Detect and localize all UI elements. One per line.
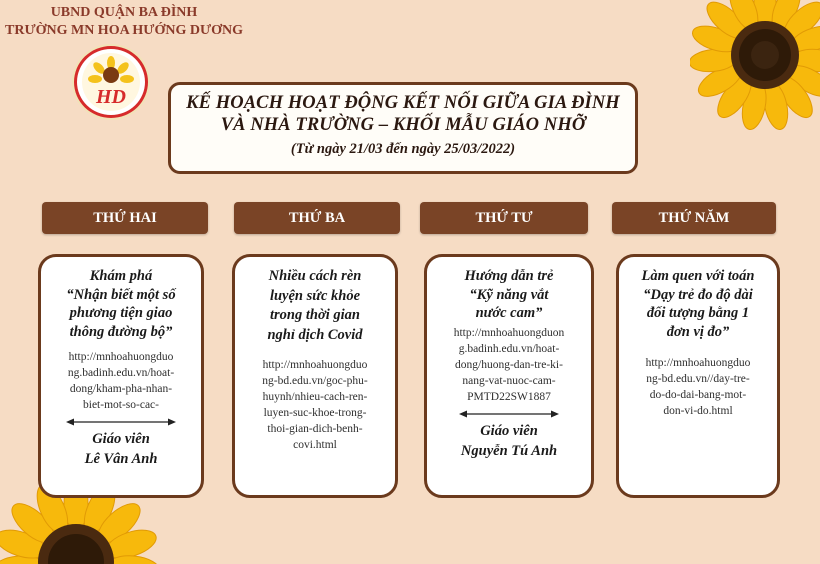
tab-thu-ba: THỨ BA	[234, 202, 400, 234]
school-logo	[74, 46, 148, 118]
double-arrow-icon	[66, 417, 176, 427]
activity-title: Làm quen với toán “Dạy trẻ đo độ dài đối tượng bằng 1 đơn vị đo”	[641, 268, 755, 340]
activity-title: Nhiều cách rèn luyện sức khỏe trong thời gian nghỉ dịch Covid	[267, 268, 363, 343]
org-line-2: TRƯỜNG MN HOA HƯỚNG DƯƠNG	[5, 23, 243, 38]
activity-title: Khám phá “Nhận biết một số phương tiện giao thông đường bộ”	[66, 268, 176, 340]
title-date-range: (Từ ngày 21/03 đến ngày 25/03/2022)	[290, 141, 516, 157]
title-line-1: KẾ HOẠCH HOẠT ĐỘNG KẾT NỐI GIỮA GIA ĐÌNH	[186, 93, 620, 113]
tab-thu-tu: THỨ TƯ	[420, 202, 588, 234]
tab-thu-nam: THỨ NĂM	[612, 202, 776, 234]
double-arrow-icon	[459, 409, 559, 419]
activity-link[interactable]: http://mnhoahuongduo ng-bd.edu.vn/goc-phu- huynh/nhieu-cach-ren- luyen-suc-khoe-trong- thoi-gian-dich-benh- covi.html	[262, 359, 368, 451]
activity-link[interactable]: http://mnhoahuongduo ng-bd.edu.vn//day-tre- do-do-dai-bang-mot- don-vi-do.html	[645, 357, 751, 417]
activity-link[interactable]: http://mnhoahuongduon g.badinh.edu.vn/hoat- dong/huong-dan-tre-ki- nang-vat-nuoc-cam- PMTD22SW1887	[453, 326, 565, 403]
school-header	[0, 4, 248, 40]
activity-title: Hướng dẫn trẻ “Kỹ năng vắt nước cam”	[464, 268, 554, 321]
sunflower-logo-icon	[78, 51, 144, 113]
activity-card-thu-tu	[424, 254, 594, 498]
svg-text:HD: HD	[96, 86, 126, 108]
sunflower-top-icon	[690, 0, 820, 130]
teacher-name: Giáo viên Lê Vân Anh	[84, 431, 158, 467]
org-line-1: UBND QUẬN BA ĐÌNH	[50, 5, 198, 20]
activity-card-thu-ba	[232, 254, 398, 498]
teacher-name: Giáo viên Nguyễn Tú Anh	[460, 422, 558, 459]
plan-title-box	[168, 82, 638, 174]
tab-thu-hai: THỨ HAI	[42, 202, 208, 234]
activity-link[interactable]: http://mnhoahuongduo ng.badinh.edu.vn/hoat- dong/kham-pha-nhan- biet-mot-so-cac-	[67, 351, 175, 411]
activity-card-thu-nam	[616, 254, 780, 498]
title-line-2: VÀ NHÀ TRƯỜNG – KHỐI MẪU GIÁO NHỠ	[220, 115, 586, 135]
activity-card-thu-hai	[38, 254, 204, 498]
